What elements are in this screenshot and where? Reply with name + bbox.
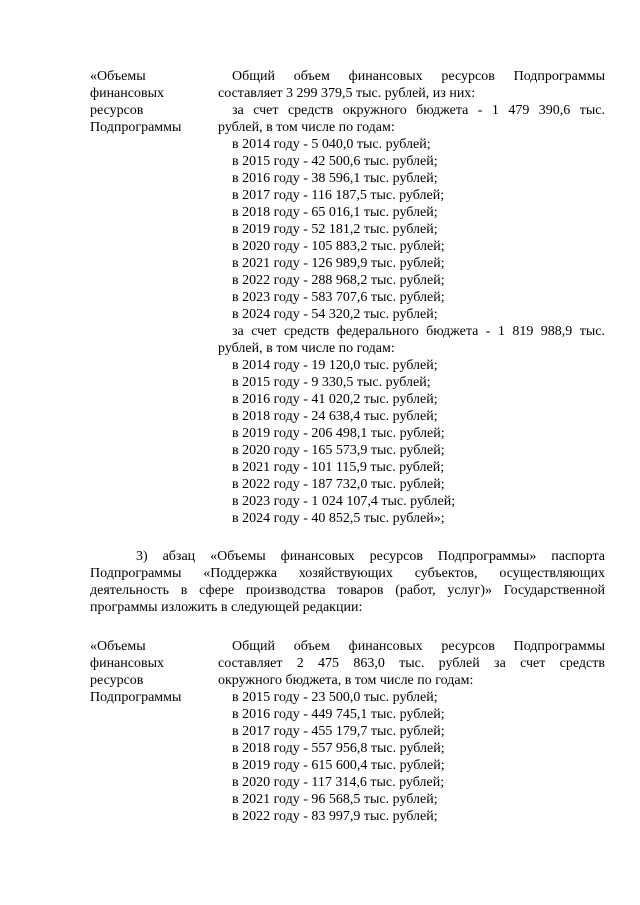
label-line: Подпрограммы — [90, 690, 182, 705]
paragraph-line: 3) абзац «Объемы финансовых ресурсов Подпрограммы» паспорта — [136, 549, 605, 564]
label-line: финансовых — [90, 86, 164, 101]
label-line: ресурсов — [90, 673, 144, 688]
year-line: в 2018 году - 65 016,1 тыс. рублей; — [232, 205, 438, 220]
year-line: в 2017 году - 455 179,7 тыс. рублей; — [232, 724, 445, 739]
year-line: в 2024 году - 40 852,5 тыс. рублей»; — [232, 511, 445, 526]
year-line: в 2021 году - 126 989,9 тыс. рублей; — [232, 256, 445, 271]
year-line: в 2016 году - 449 745,1 тыс. рублей; — [232, 707, 445, 722]
year-line: в 2014 году - 19 120,0 тыс. рублей; — [232, 358, 438, 373]
year-line: в 2022 году - 288 968,2 тыс. рублей; — [232, 273, 445, 288]
paragraph-line: деятельность в сфере производства товаров (работ, услуг)» Государственной — [90, 583, 605, 598]
year-line: в 2015 году - 9 330,5 тыс. рублей; — [232, 375, 431, 390]
paragraph-line: программы изложить в следующей редакции: — [90, 600, 363, 615]
label-line: «Объемы — [90, 639, 146, 654]
year-line: в 2021 году - 96 568,5 тыс. рублей; — [232, 792, 438, 807]
year-line: в 2019 году - 52 181,2 тыс. рублей; — [232, 222, 438, 237]
year-line: в 2015 году - 23 500,0 тыс. рублей; — [232, 690, 438, 705]
year-line: в 2018 году - 557 956,8 тыс. рублей; — [232, 741, 445, 756]
okrug-line: рублей, в том числе по годам: — [218, 120, 395, 135]
year-line: в 2020 году - 117 314,6 тыс. рублей; — [232, 775, 445, 790]
year-line: в 2021 году - 101 115,9 тыс. рублей; — [232, 460, 445, 475]
year-line: в 2017 году - 116 187,5 тыс. рублей; — [232, 188, 445, 203]
year-line: в 2020 году - 165 573,9 тыс. рублей; — [232, 443, 445, 458]
federal-line: рублей, в том числе по годам: — [218, 341, 395, 356]
intro-line: окружного бюджета, в том числе по годам: — [218, 673, 474, 688]
label-line: ресурсов — [90, 103, 144, 118]
intro-line: составляет 3 299 379,5 тыс. рублей, из них: — [218, 86, 476, 101]
year-line: в 2020 году - 105 883,2 тыс. рублей; — [232, 239, 445, 254]
okrug-line: за счет средств окружного бюджета - 1 479 390,6 тыс. — [232, 103, 605, 118]
year-line: в 2014 году - 5 040,0 тыс. рублей; — [232, 137, 431, 152]
year-line: в 2024 году - 54 320,2 тыс. рублей; — [232, 307, 438, 322]
federal-line: за счет средств федерального бюджета - 1 819 988,9 тыс. — [232, 324, 605, 339]
year-line: в 2023 году - 583 707,6 тыс. рублей; — [232, 290, 445, 305]
intro-line: составляет 2 475 863,0 тыс. рублей за счет средств — [218, 656, 605, 671]
year-line: в 2023 году - 1 024 107,4 тыс. рублей; — [232, 494, 456, 509]
financing-block-2 — [90, 638, 605, 825]
label-line: Подпрограммы — [90, 120, 182, 135]
block2-label — [90, 638, 218, 825]
year-line: в 2018 году - 24 638,4 тыс. рублей; — [232, 409, 438, 424]
year-line: в 2016 году - 38 596,1 тыс. рублей; — [232, 171, 438, 186]
label-line: финансовых — [90, 656, 164, 671]
paragraph-line: Подпрограммы «Поддержка хозяйствующих субъектов, осуществляющих — [90, 566, 605, 581]
year-line: в 2022 году - 187 732,0 тыс. рублей; — [232, 477, 445, 492]
intro-line: Общий объем финансовых ресурсов Подпрограммы — [232, 639, 605, 654]
year-line: в 2019 году - 615 600,4 тыс. рублей; — [232, 758, 445, 773]
financing-block-1 — [90, 68, 605, 527]
label-line: «Объемы — [90, 69, 146, 84]
paragraph-3 — [90, 548, 605, 616]
year-line: в 2022 году - 83 997,9 тыс. рублей; — [232, 809, 438, 824]
block1-label — [90, 68, 218, 527]
year-line: в 2015 году - 42 500,6 тыс. рублей; — [232, 154, 438, 169]
block2-content — [218, 638, 605, 825]
block1-content — [218, 68, 605, 527]
intro-line: Общий объем финансовых ресурсов Подпрограммы — [232, 69, 605, 84]
year-line: в 2016 году - 41 020,2 тыс. рублей; — [232, 392, 438, 407]
year-line: в 2019 году - 206 498,1 тыс. рублей; — [232, 426, 445, 441]
